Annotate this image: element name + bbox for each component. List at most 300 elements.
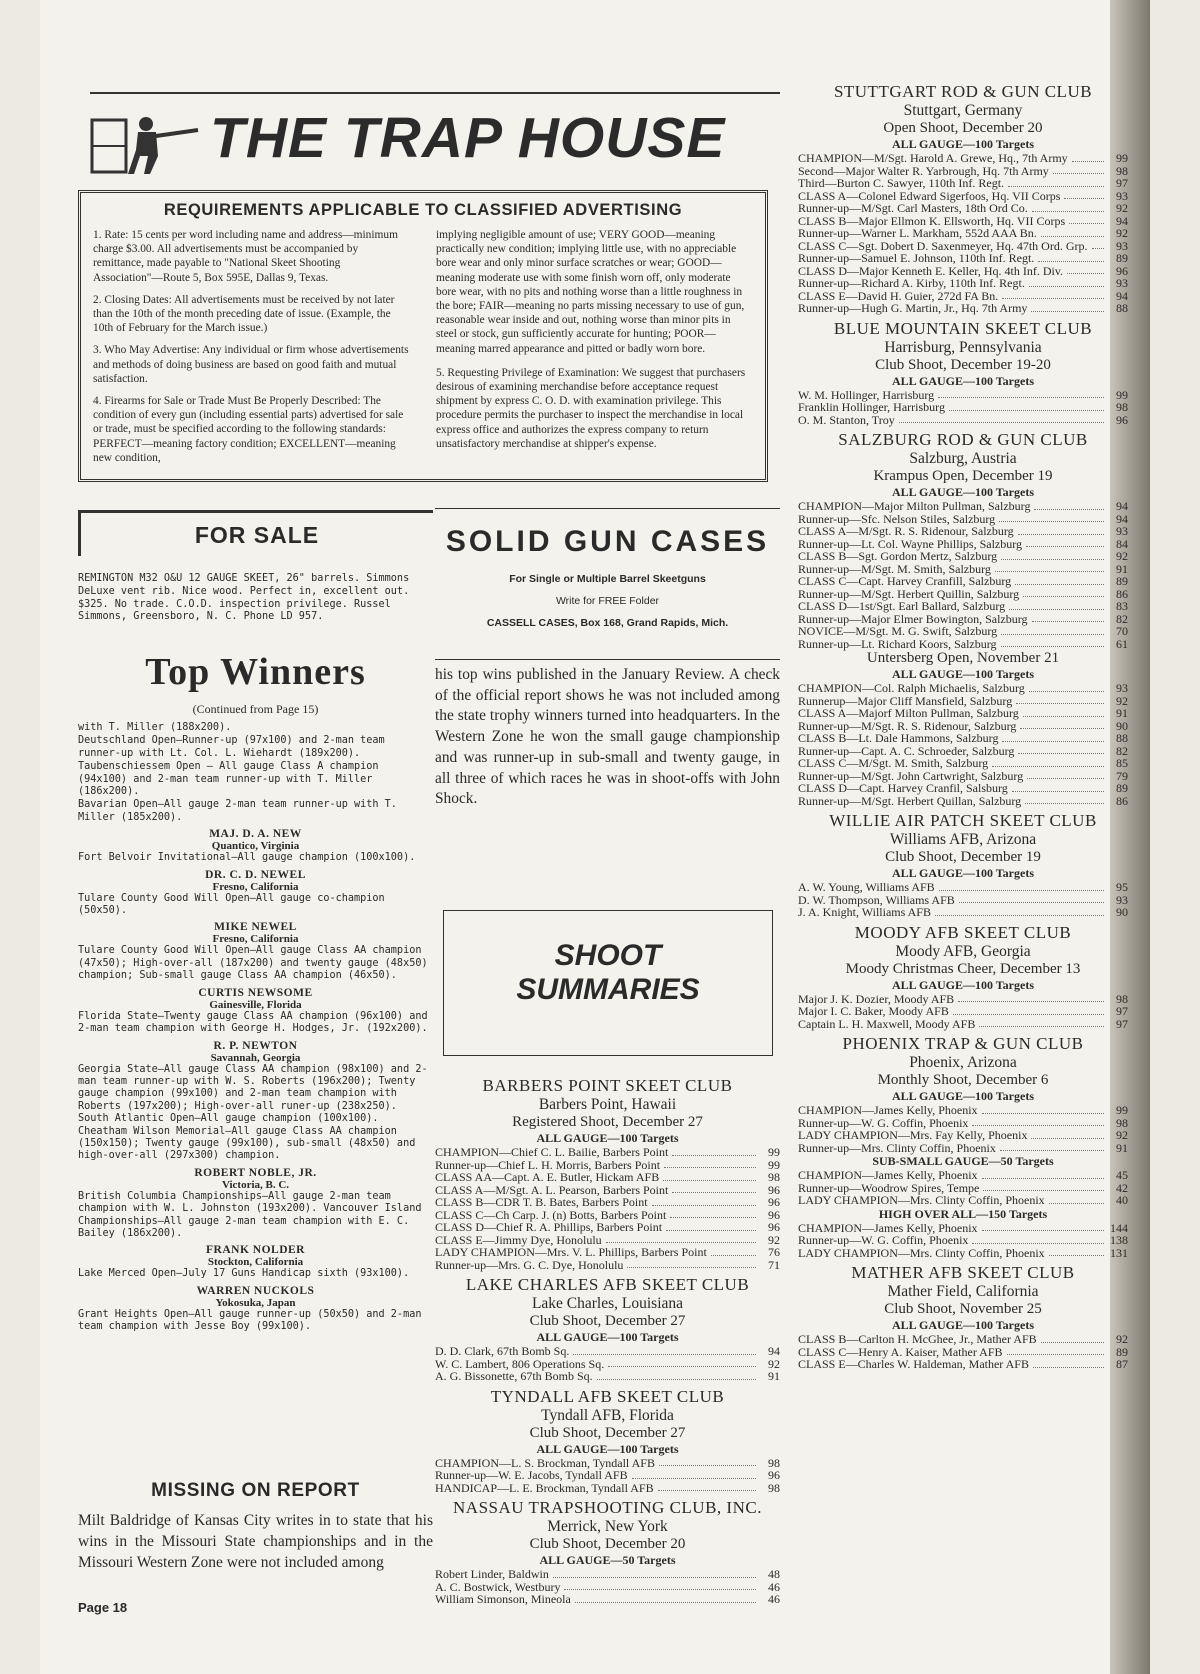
event-title: Untersberg Open, November 21 (866, 650, 1060, 666)
requirements-box (78, 190, 768, 482)
winner-hometown: Savannah, Georgia (210, 1051, 301, 1064)
event-title: Club Shoot, December 27 (529, 1424, 686, 1441)
trapshooter-icon (90, 100, 200, 180)
score-value: 92 (768, 1232, 780, 1247)
dot-leader (1067, 273, 1104, 274)
shooter-name: O. M. Stanton, Troy (798, 412, 895, 427)
mid-summaries (435, 1072, 780, 1606)
summaries-title-line1: SHOOT (554, 939, 662, 972)
event-title: Monthly Shoot, December 6 (877, 1072, 1049, 1088)
top-winners-heading: Top Winners (145, 651, 366, 693)
winner-text: Grant Heights Open—All gauge runner-up (50x50) and 2-man team champion with Jesse Boy (99x100). (78, 1308, 422, 1333)
shooter-name: A. C. Bostwick, Westbury (435, 1579, 561, 1594)
missing-text: Milt Baldridge of Kansas City writes in to state that his wins in the Missouri State championships and in the Missouri Western Zone were not included among (78, 1512, 433, 1571)
club-location: Phoenix, Arizona (909, 1054, 1017, 1071)
score-row (798, 1194, 1128, 1207)
dot-leader (664, 1167, 756, 1168)
score-value: 82 (1116, 743, 1128, 758)
dot-leader (670, 1217, 756, 1218)
winner-text: with T. Miller (188x200). (78, 722, 232, 733)
dot-leader (1027, 778, 1104, 779)
score-row (798, 638, 1128, 651)
shooter-name: CHAMPION—James Kelly, Phoenix (798, 1220, 978, 1235)
club-location: Moody AFB, Georgia (895, 942, 1031, 960)
shooter-name: Franklin Hollinger, Harrisburg (798, 400, 945, 414)
shooter-name: A. G. Bissonette, 67th Bomb Sq. (435, 1369, 593, 1383)
shooter-name: CHAMPION—Chief C. L. Bailie, Barbers Point (435, 1145, 669, 1159)
shooter-name: CLASS E—Jimmy Dye, Honolulu (435, 1232, 602, 1247)
shoot-summaries-box (443, 910, 773, 1056)
dot-leader (953, 1014, 1104, 1015)
shooter-name: Runner-up—Lt. Richard Koors, Salzburg (798, 636, 997, 651)
score-value: 86 (1116, 793, 1128, 808)
score-value: 48 (768, 1567, 780, 1581)
winner-name: MAJ. D. A. NEW (209, 828, 302, 841)
score-value: 92 (1116, 1128, 1128, 1142)
score-value: 92 (768, 1356, 780, 1371)
score-value: 96 (768, 1207, 780, 1222)
club-name: LAKE CHARLES AFB SKEET CLUB (465, 1275, 750, 1294)
dot-leader (597, 1379, 756, 1380)
dot-leader (938, 397, 1104, 398)
winner-hometown: Stockton, California (207, 1256, 304, 1269)
event-title: Krampus Open, December 19 (873, 468, 1053, 484)
dot-leader (1029, 286, 1104, 287)
dot-leader (958, 1001, 1104, 1002)
gauge-heading: ALL GAUGE—50 Targets (539, 1553, 676, 1567)
dot-leader (1018, 753, 1104, 754)
score-value: 86 (1116, 586, 1128, 601)
dot-leader (1031, 1138, 1104, 1139)
magazine-page (40, 0, 1150, 1674)
shooter-name: Runner-up—Chief L. H. Morris, Barbers Point (435, 1157, 661, 1172)
winner-text: Deutschland Open—Runner-up (97x100) and 2-man team runner-up with Lt. Col. L. Wiehardt (189x200). (78, 735, 385, 759)
shooter-name: CLASS C—Ch Carp. J. (n) Botts, Barbers Point (435, 1207, 667, 1222)
dot-leader (949, 410, 1104, 411)
score-value: 96 (768, 1220, 780, 1234)
shooter-name: Runner-up—W. G. Coffin, Phoenix (798, 1115, 969, 1130)
score-row (798, 682, 1128, 695)
ad-title: SOLID GUN CASES (445, 525, 770, 558)
shooter-name: LADY CHAMPION—Mrs. Fay Kelly, Phoenix (798, 1128, 1028, 1142)
dot-leader (627, 1267, 756, 1268)
shooter-name: CHAMPION—L. S. Brockman, Tyndall AFB (435, 1455, 655, 1470)
gauge-heading: ALL GAUGE—100 Targets (891, 485, 1035, 499)
score-value: 97 (1116, 1004, 1128, 1018)
score-value: 93 (1116, 238, 1128, 253)
score-row (435, 1221, 780, 1234)
winner-name: MIKE NEWEL (214, 921, 297, 934)
event-title: Club Shoot, December 19-20 (875, 356, 1051, 373)
requirements-heading: REQUIREMENTS APPLICABLE TO CLASSIFIED ADVERTISING (163, 201, 683, 219)
winner-hometown: Fresno, California (212, 933, 299, 946)
gun-cases-ad (435, 508, 780, 660)
requirements-rate: 1. Rate: 15 cents per word including name and address—minimum charge $3.00. All advertisements must be accompanied by remittance, made payable to "National Skeet Shooting Association"—Route 5, Box 595E, Dallas 9, Texas. (93, 229, 398, 284)
shooter-name: CHAMPION—Col. Ralph Michaelis, Salzburg (798, 681, 1025, 695)
shooter-name: J. A. Knight, Williams AFB (798, 905, 931, 919)
dot-leader (573, 1354, 756, 1355)
club-name: MOODY AFB SKEET CLUB (854, 922, 1072, 942)
shooter-name: Third—Burton C. Sawyer, 110th Inf. Regt. (798, 176, 1005, 190)
score-value: 96 (1116, 412, 1128, 427)
score-value: 91 (768, 1369, 780, 1383)
gauge-heading: ALL GAUGE—100 Targets (536, 1441, 679, 1456)
dot-leader (1038, 261, 1104, 262)
dot-leader (1026, 546, 1104, 547)
dot-leader (553, 1577, 756, 1578)
shooter-name: CHAMPION—James Kelly, Phoenix (798, 1168, 978, 1182)
club-name: STUTTGART ROD & GUN CLUB (833, 82, 1093, 101)
shooter-name: LADY CHAMPION—Mrs. Clinty Coffin, Phoenix (798, 1193, 1045, 1207)
dot-leader (972, 1243, 1104, 1244)
club-name: NASSAU TRAPSHOOTING CLUB, INC. (453, 1498, 762, 1517)
score-value: 92 (1116, 693, 1128, 708)
dot-leader (979, 1026, 1104, 1027)
score-value: 99 (768, 1157, 780, 1172)
score-value: 92 (1116, 201, 1128, 215)
club-name: MATHER AFB SKEET CLUB (851, 1263, 1075, 1282)
shooter-name: Runner-up—Richard A. Kirby, 110th Inf. Regt. (798, 276, 1025, 290)
score-value: 91 (1116, 706, 1128, 720)
dot-leader (1025, 803, 1104, 804)
dot-leader (711, 1255, 756, 1256)
dot-leader (663, 1180, 756, 1181)
gauge-heading: ALL GAUGE—100 Targets (891, 1318, 1035, 1332)
shooter-name: William Simonson, Mineola (435, 1592, 571, 1606)
dot-leader (939, 890, 1104, 891)
shooter-name: Runner-up—Woodrow Spires, Tempe (798, 1180, 980, 1195)
gauge-heading: HIGH OVER ALL—150 Targets (878, 1206, 1048, 1221)
score-value: 45 (1116, 1168, 1128, 1182)
dot-leader (1007, 1354, 1104, 1355)
dot-leader (1032, 211, 1104, 212)
score-value: 90 (1116, 718, 1128, 733)
shooter-name: Runner-up—Sfc. Nelson Stiles, Salzburg (798, 511, 996, 526)
requirements-conditions: implying negligible amount of use; VERY GOOD—meaning practically new condition; implying little use, with no appreciable bore wear and only minor surface scratches or wear; GOOD—meaning moderate use with some finish worn off, only moderate bore wear, with no pits and nothing worse than a little roughness in the bore; FAIR—meaning no parts missing necessary to use of gun, reasonable wear inside and out, nothing worse than minor pits in steel or stock, gun sufficiently accurate for hunting; POOR—meaning marred appearance and pitted or badly worn bore. (436, 229, 745, 355)
dot-leader (1018, 534, 1104, 535)
score-value: 144 (1110, 1220, 1128, 1235)
club-location: Salzburg, Austria (909, 450, 1017, 467)
shooter-name: W. M. Hollinger, Harrisburg (798, 387, 935, 402)
dot-leader (1069, 223, 1104, 224)
winner-hometown: Victoria, B. C. (221, 1178, 290, 1191)
right-summaries (798, 78, 1128, 1371)
club-location: Stuttgart, Germany (903, 102, 1023, 119)
score-value: 98 (1116, 163, 1128, 178)
dot-leader (1072, 161, 1104, 162)
score-value: 90 (1116, 905, 1128, 919)
gauge-heading: ALL GAUGE—100 Targets (891, 667, 1035, 681)
score-row (798, 302, 1128, 315)
club-location: Barbers Point, Hawaii (538, 1096, 677, 1113)
club-location: Lake Charles, Louisiana (531, 1295, 684, 1312)
score-row (798, 732, 1128, 745)
dot-leader (1041, 236, 1104, 237)
score-value: 138 (1110, 1233, 1128, 1247)
score-row (435, 1196, 780, 1209)
ad-line3: CASSELL CASES, Box 168, Grand Rapids, Mich. (486, 617, 729, 629)
winner-hometown: Fresno, California (212, 880, 299, 893)
event-title: Open Shoot, December 20 (883, 120, 1043, 136)
shooter-name: Runner-up—Capt. A. C. Schroeder, Salzburg (798, 743, 1015, 758)
shooter-name: D. W. Thompson, Williams AFB (798, 892, 955, 907)
gauge-heading: ALL GAUGE—100 Targets (891, 1089, 1035, 1103)
shooter-name: CLASS D—Chief R. A. Phillips, Barbers Point (435, 1220, 663, 1234)
score-value: 99 (1116, 1103, 1128, 1117)
score-row (798, 152, 1128, 165)
dot-leader (995, 571, 1104, 572)
shooter-name: LADY CHAMPION—Mrs. V. L. Phillips, Barbers Point (435, 1245, 707, 1259)
shooter-name: NOVICE—M/Sgt. M. G. Swift, Salzburg (798, 624, 998, 638)
gauge-heading: SUB-SMALL GAUGE—50 Targets (872, 1154, 1054, 1168)
dot-leader (606, 1242, 756, 1243)
shooter-name: LADY CHAMPION—Mrs. Clinty Coffin, Phoenix (798, 1245, 1045, 1260)
score-value: 99 (1116, 387, 1128, 402)
shooter-name: Major J. K. Dozier, Moody AFB (798, 991, 955, 1006)
shooter-name: Robert Linder, Baldwin (435, 1567, 549, 1581)
gauge-heading: ALL GAUGE—100 Targets (536, 1330, 679, 1344)
score-row (798, 795, 1128, 808)
ad-line2: Write for FREE Folder (555, 595, 660, 607)
dot-leader (1016, 703, 1104, 704)
dot-leader (1092, 248, 1105, 249)
score-value: 93 (1116, 524, 1128, 538)
score-value: 70 (1116, 624, 1128, 638)
requirements-firearms: 4. Firearms for Sale or Trade Must Be Properly Described: The condition of every gun (including essential parts) advertised for sale or trade, must be specified according to the following standards: PERFECT—meaning factory condition; EXCELLENT—meaning new condition, (93, 395, 404, 464)
winner-text: Tulare County Good Will Open—All gauge co-champion (50x50). (78, 892, 385, 917)
score-row (798, 401, 1128, 414)
winner-name: ROBERT NOBLE, JR. (194, 1166, 317, 1179)
shooter-name: Major I. C. Baker, Moody AFB (798, 1004, 949, 1018)
dot-leader (672, 1155, 756, 1156)
score-value: 83 (1116, 599, 1128, 613)
shooter-name: Runner-up—M/Sgt. R. S. Ridenour, Salzburg (798, 718, 1017, 733)
dot-leader (632, 1478, 756, 1479)
shooter-name: A. W. Young, Williams AFB (798, 880, 935, 894)
shooter-name: W. C. Lambert, 806 Operations Sq. (435, 1356, 605, 1371)
score-value: 89 (1116, 781, 1128, 795)
top-winners-body (78, 722, 433, 1334)
dot-leader (1009, 609, 1104, 610)
dot-leader (982, 1178, 1104, 1179)
score-row (435, 1469, 780, 1482)
winner-hometown: Gainesville, Florida (209, 998, 302, 1011)
score-value: 95 (1116, 880, 1128, 894)
for-sale-heading-box (78, 510, 433, 556)
shooter-name: Runner-up—W. E. Jacobs, Tyndall AFB (435, 1468, 628, 1482)
shooter-name: CLASS B—Sgt. Gordon Mertz, Salzburg (798, 549, 998, 563)
club-name: TYNDALL AFB SKEET CLUB (490, 1386, 725, 1406)
club-location: Williams AFB, Arizona (889, 831, 1037, 848)
shooter-name: CLASS B—Carlton H. McGhee, Jr., Mather AFB (798, 1332, 1037, 1346)
score-row (435, 1246, 780, 1259)
shooter-name: D. D. Clark, 67th Bomb Sq. (435, 1344, 570, 1358)
score-value: 94 (1116, 213, 1128, 228)
score-value: 92 (1116, 1332, 1128, 1346)
score-value: 99 (1116, 151, 1128, 165)
score-row (798, 414, 1128, 427)
score-value: 87 (1116, 1357, 1128, 1371)
dot-leader (1041, 1342, 1104, 1343)
shooter-name: CLASS B—Lt. Dale Hammons, Salzburg (798, 731, 999, 745)
score-row (798, 550, 1128, 563)
score-value: 85 (1116, 756, 1128, 770)
shooter-name: Runner-up—Samuel E. Johnson, 110th Inf. Regt. (798, 251, 1035, 265)
winner-text: Taubenschiessem Open — All gauge Class A champion (94x100) and 2-man team runner-up with T. Miller (186x200). (78, 761, 379, 798)
winner-text: Fort Belvoir Invitational—All gauge champion (100x100). (78, 852, 416, 864)
dot-leader (959, 902, 1104, 903)
dot-leader (1023, 596, 1104, 597)
score-row (798, 177, 1128, 190)
dot-leader (1033, 1367, 1104, 1368)
shooter-name: Runner-up—Warner L. Markham, 552d AAA Bn. (798, 226, 1037, 240)
score-row (435, 1171, 780, 1184)
dot-leader (982, 1230, 1104, 1231)
dot-leader (1015, 584, 1104, 585)
score-row (798, 1018, 1128, 1031)
dot-leader (608, 1366, 756, 1367)
score-row (798, 625, 1128, 638)
score-value: 99 (768, 1145, 780, 1159)
score-value: 94 (768, 1344, 780, 1358)
club-location: Merrick, New York (547, 1518, 668, 1535)
top-winners-continued: (Continued from Page 15) (192, 702, 319, 716)
score-value: 94 (1116, 288, 1128, 303)
event-title: Club Shoot, December 27 (529, 1313, 686, 1329)
gauge-heading: ALL GAUGE—100 Targets (536, 1131, 679, 1145)
shooter-name: Runner-up—M/Sgt. John Cartwright, Salzburg (798, 768, 1024, 783)
score-row (798, 252, 1128, 265)
dot-leader (575, 1602, 756, 1603)
score-row (798, 1104, 1128, 1117)
score-value: 92 (1116, 226, 1128, 240)
shooter-name: Runner-up—M/Sgt. Herbert Quillin, Salzburg (798, 586, 1020, 601)
winner-text: Tulare County Good Will Open—All gauge Class AA champion (47x50); High-over-all (187x200) and twenty gauge (48x50) champion; Sub-small gauge Class AA champion (46x50). (78, 945, 428, 982)
gauge-heading: ALL GAUGE—100 Targets (891, 977, 1035, 992)
dot-leader (1029, 691, 1104, 692)
winner-name: WARREN NUCKOLS (196, 1284, 315, 1297)
score-value: 96 (1116, 263, 1128, 278)
score-value: 94 (1116, 511, 1128, 526)
dot-leader (652, 1205, 756, 1206)
club-location: Mather Field, California (887, 1283, 1039, 1300)
shooter-name: Runner-up—Mrs. Clinty Coffin, Phoenix (798, 1140, 996, 1155)
score-value: 93 (1116, 188, 1128, 203)
shooter-name: Runner-up—M/Sgt. M. Smith, Salzburg (798, 561, 991, 576)
page-number: Page 18 (78, 1600, 128, 1615)
score-row (798, 500, 1128, 513)
score-value: 91 (1116, 561, 1128, 576)
event-title: Club Shoot, November 25 (884, 1301, 1042, 1317)
dot-leader (1008, 186, 1104, 187)
score-row (435, 1259, 780, 1272)
requirements-examination: 5. Requesting Privilege of Examination: We suggest that purchasers desirous of examining merchandise before acceptance request shipment by express C. O. D. with examination privilege. This procedure permits the purchaser to inspect the merchandise in local express office and authorizes the express company to return unsatisfactory merchandise at shipper's expense. (436, 366, 746, 450)
winner-name: DR. C. D. NEWEL (205, 868, 306, 881)
score-value: 98 (768, 1170, 780, 1184)
shooter-name: CLASS A—M/Sgt. R. S. Ridenour, Salzburg (798, 524, 1014, 538)
score-value: 98 (1116, 1115, 1128, 1130)
winner-text: Bavarian Open—All gauge 2-man team runner-up with T. Miller (185x200). (78, 799, 397, 823)
score-value: 89 (1116, 251, 1128, 265)
club-name: BARBERS POINT SKEET CLUB (482, 1076, 733, 1095)
score-row (798, 525, 1128, 538)
dot-leader (1032, 621, 1104, 622)
shooter-name: CLASS E—David H. Guier, 272d FA Bn. (798, 288, 999, 303)
page-header (90, 68, 780, 178)
dot-leader (1034, 509, 1104, 510)
score-value: 84 (1116, 536, 1128, 551)
score-row (798, 707, 1128, 720)
shooter-name: CLASS C—Henry A. Kaiser, Mather AFB (798, 1344, 1003, 1359)
club-name: WILLIE AIR PATCH SKEET CLUB (829, 811, 1097, 830)
dot-leader (1000, 1150, 1104, 1151)
event-title: Registered Shoot, December 27 (512, 1114, 703, 1130)
score-value: 61 (1116, 636, 1128, 651)
score-value: 89 (1116, 1344, 1128, 1359)
dot-leader (659, 1465, 756, 1466)
shooter-name: CHAMPION—James Kelly, Phoenix (798, 1103, 978, 1117)
score-row (798, 757, 1128, 770)
page-title: THE TRAP HOUSE (210, 106, 726, 170)
ad-line1: For Single or Multiple Barrel Skeetguns (509, 573, 706, 585)
shooter-name: CLASS E—Charles W. Haldeman, Mather AFB (798, 1357, 1029, 1371)
dot-leader (672, 1192, 756, 1193)
shooter-name: CHAMPION—M/Sgt. Harold A. Grewe, Hq., 7th Army (798, 151, 1068, 165)
winner-text: Georgia State—All gauge Class AA champion (98x100) and 2-man team runner-up with W. S. Roberts (196x200); Twenty gauge champion (99x100) and 2-man team champion with Roberts (197x200); High-over-all runer-up (238x250). South Atlantic Open—All gauge champion (100x100). Cheatham Wilson Memorial—All gauge Class AA champion (150x150); Twenty gauge (99x100), sub-small (48x50) and high-over-all (297x300) champion. (78, 1063, 428, 1162)
dot-leader (935, 915, 1104, 916)
shooter-name: CLASS C—Capt. Harvey Cranfill, Salzburg (798, 574, 1012, 588)
dot-leader (1053, 173, 1104, 174)
dot-leader (564, 1589, 756, 1590)
score-value: 93 (1116, 892, 1128, 907)
score-value: 76 (768, 1245, 780, 1259)
score-value: 82 (1116, 611, 1128, 626)
club-location: Tyndall AFB, Florida (541, 1406, 674, 1424)
shooter-name: Runner-up—M/Sgt. Carl Masters, 18th Ord Co. (798, 201, 1028, 215)
score-value: 96 (768, 1182, 780, 1197)
score-row (798, 906, 1128, 919)
shooter-name: HANDICAP—L. E. Brockman, Tyndall AFB (435, 1480, 654, 1495)
summaries-title-line2: SUMMARIES (516, 973, 700, 1006)
missing-heading: MISSING ON REPORT (151, 1480, 360, 1501)
score-row (798, 277, 1128, 290)
shooter-name: Runner-up—Mrs. G. C. Dye, Honolulu (435, 1257, 624, 1272)
dot-leader (1002, 298, 1104, 299)
score-row (435, 1370, 780, 1383)
shooter-name: CLASS A—Majorf Milton Pullman, Salzburg (798, 706, 1019, 720)
shooter-name: CLASS B—Major Ellmon K. Ellsworth, Hq. VII Corps (798, 213, 1066, 228)
shooter-name: Runner-up—Major Elmer Bowington, Salzburg (798, 611, 1028, 626)
score-row (798, 227, 1128, 240)
winner-name: FRANK NOLDER (206, 1244, 305, 1257)
gauge-heading: ALL GAUGE—100 Targets (891, 373, 1035, 388)
score-value: 98 (768, 1480, 780, 1495)
score-value: 97 (1116, 1016, 1128, 1031)
score-row (435, 1146, 780, 1159)
score-row (798, 782, 1128, 795)
dot-leader (1049, 1203, 1104, 1204)
winner-name: R. P. NEWTON (213, 1039, 298, 1052)
event-title: Moody Christmas Cheer, December 13 (845, 960, 1081, 977)
shooter-name: CLASS D—1st/Sgt. Earl Ballard, Salzburg (798, 599, 1006, 613)
score-value: 71 (768, 1257, 780, 1272)
shooter-name: Runner-up—M/Sgt. Herbert Quillan, Salzburg (798, 793, 1022, 808)
shooter-name: CLASS C—Sgt. Dobert D. Saxenmeyer, Hq. 47th Ord. Grp. (798, 238, 1088, 253)
score-row (798, 1234, 1128, 1247)
dot-leader (1023, 716, 1104, 717)
score-row (435, 1345, 780, 1358)
dot-leader (992, 766, 1104, 767)
